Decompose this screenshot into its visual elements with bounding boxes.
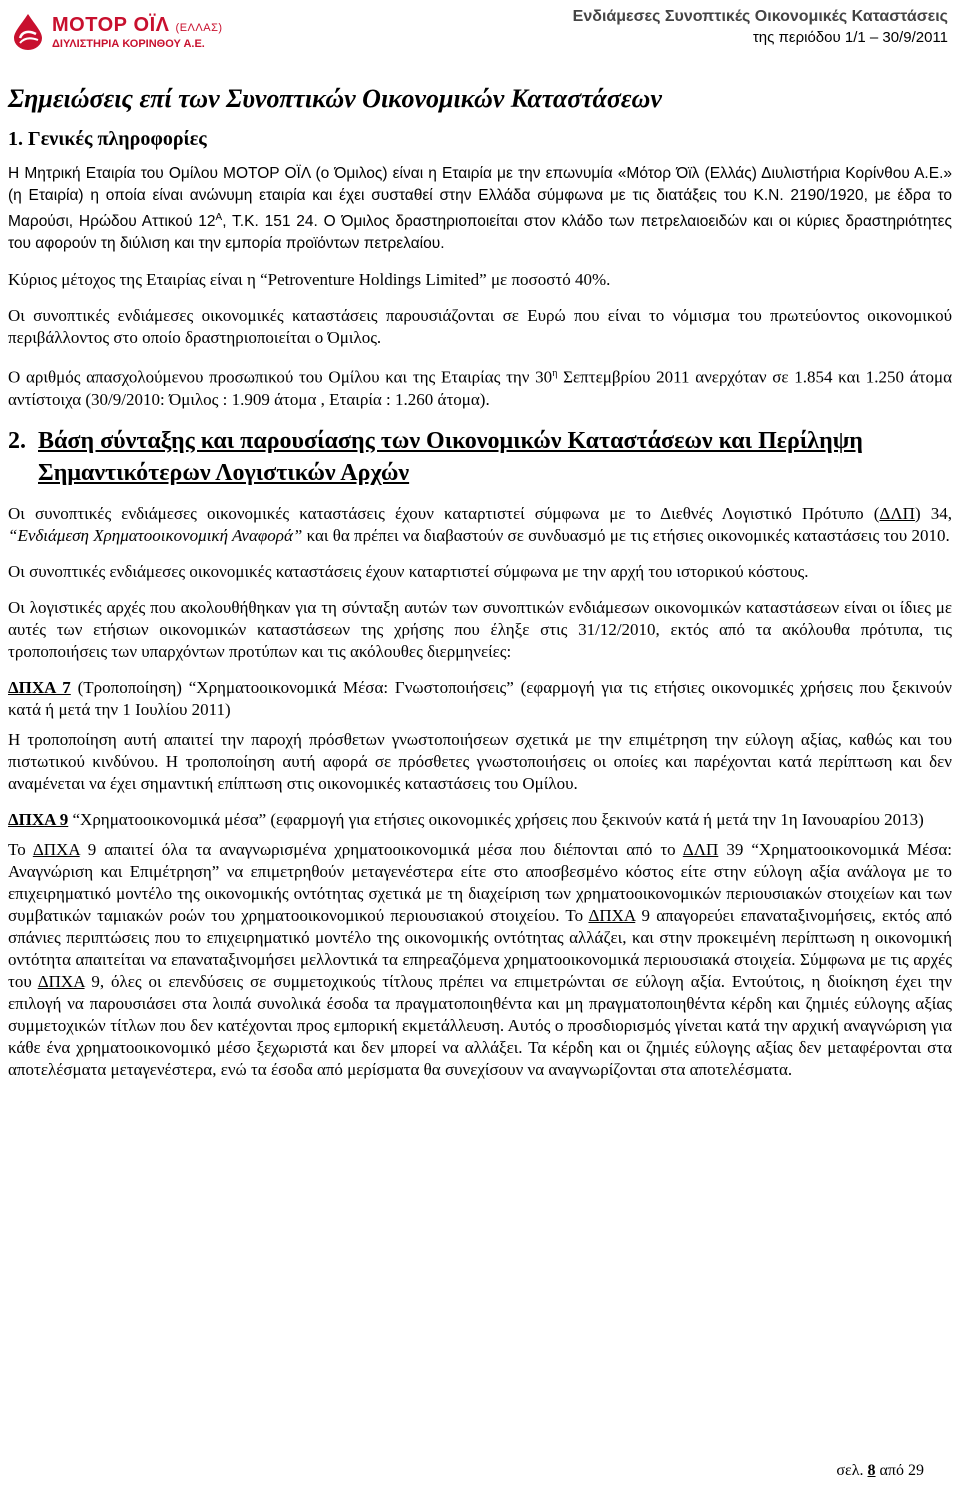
sec1-paragraph-4: Ο αριθμός απασχολούμενου προσωπικού του Ομίλου και της Εταιρίας την $30^\eta$ Σεπτεμβρίου 2011 ανερχόταν σε 1.854 και 1.250 άτομα αντίστοιχα (30/9/2010: Όμιλος : 1.909 άτομα , Εταιρία : 1.260 άτομα). (8, 367, 952, 409)
page-prefix: σελ. (836, 1462, 864, 1479)
document-body (8, 84, 952, 1095)
section-1-heading: 1. Γενικές πληροφορίες (8, 128, 207, 150)
header-title-block (573, 8, 948, 46)
sec1-paragraph-2: Κύριος μέτοχος της Εταιρίας είναι η “Petroventure Holdings Limited” με ποσοστό 40%. (8, 270, 611, 290)
header-title: Ενδιάμεσες Συνοπτικές Οικονομικές Καταστάσεις (572, 8, 948, 25)
logo-brand: ΜΟΤΟΡ ΟΪΛ (ΕΛΛΑΣ) (52, 14, 223, 36)
company-logo (8, 6, 223, 54)
drop-logo-icon (8, 12, 48, 52)
page-header (0, 0, 960, 72)
notes-title: Σημειώσεις επί των Συνοπτικών Οικονομικών Καταστάσεων (8, 84, 662, 113)
sec1-paragraph-1: Η Μητρική Εταιρία του Ομίλου ΜΟΤΟΡ ΟΪΛ (ο Όμιλος) είναι η Εταιρία με την επωνυμία «Μότορ Όϊλ (Ελλάς) Διυλιστήρια Κορίνθου Α.Ε.» (η Εταιρία) η οποία είναι ανώνυμη εταιρία και έχει συσταθεί στην Ελλάδα σύμφωνα με τις διατάξεις του Κ.Ν. 2190/1920, με έδρα το Μαρούσι, Ηρώδου Αττικού $12^A$, Τ.Κ. 151 24. Ο Όμιλος δραστηριοποιείται στον κλάδο των πετρελαιοειδών και οι κύριες δραστηριότητες του αφορούν τη διύλιση και την εμπορία προϊόντων πετρελαίου. (8, 165, 952, 253)
ifrs7-description: Η τροποποίηση αυτή απαιτεί την παροχή πρόσθετων γνωστοποιήσεων σχετικά με την επιμέτρηση την εύλογη αξίας, καθώς και του πιστωτικού κινδύνου. Η τροποποίηση αυτή αφορά σε πρόσθετες γνωστοποιήσεις οι οποίες και παρέχονται κατά περίπτωση και δεν αναμένεται να έχει σημαντική επίπτωση στις οικονομικές καταστάσεις του Ομίλου. (8, 729, 952, 793)
sec2-paragraph-2: Οι συνοπτικές ενδιάμεσες οικονομικές καταστάσεις έχουν καταρτιστεί σύμφωνα με την αρχή του ιστορικού κόστους. (8, 561, 809, 581)
section-2-heading: 2. Βάση σύνταξης και παρουσίασης των Οικονομικών Καταστάσεων και Περίληψη Σημαντικότερων Λογιστικών Αρχών (8, 427, 863, 486)
sec2-paragraph-3: Οι λογιστικές αρχές που ακολουθήθηκαν για τη σύνταξη αυτών των συνοπτικών ενδιάμεσων οικονομικών καταστάσεων είναι οι ίδιες με αυτές των ετήσιων οικονομικών καταστάσεων της χρήσης που έληξε στις 31/12/2010, εκτός από τα ακόλουθα πρότυπα, τις τροποποιήσεις των υπαρχόντων προτύπων και τις ακόλουθες διερμηνείες: (8, 597, 952, 661)
ifrs7-heading: ΔΠΧΑ 7 (Τροποποίηση) “Χρηματοοικονομικά Μέσα: Γνωστοποιήσεις” (εφαρμογή για τις ετήσιες οικονομικές χρήσεις που ξεκινούν κατά ή μετά την 1 Ιουλίου 2011) (8, 677, 952, 719)
sec2-paragraph-1: Οι συνοπτικές ενδιάμεσες οικονομικές καταστάσεις έχουν καταρτιστεί σύμφωνα με το Διεθνές Λογιστικό Πρότυπο (ΔΛΠ) 34, “Ενδιάμεση Χρηματοοικονομική Αναφορά” και θα πρέπει να διαβαστούν σε συνδυασμό με τις ετήσιες οικονομικές καταστάσεις του 2010. (8, 503, 952, 545)
ifrs9-description: Το ΔΠΧΑ 9 απαιτεί όλα τα αναγνωρισμένα χρηματοοικονομικά μέσα που διέπονται από το ΔΛΠ 39 “Χρηματοοικονομικά Μέσα: Αναγνώριση και Επιμέτρηση” να επιμετρηθούν μεταγενέστερα είτε στο αποσβεσμένο κόστος είτε στην εύλογη αξία ανάλογα με το επιχειρηματικό μοντέλο της οικονομικής οντότητας σχετικά με τη διαχείριση των χρηματοοικονομικών περιουσιακών στοιχείων και των συμβατικών ταμιακών ροών του χρηματοοικονομικού περιουσιακού στοιχείου. Το ΔΠΧΑ 9 απαγορεύει επαναταξινομήσεις, εκτός από σπάνιες περιπτώσεις που το επιχειρηματικό μοντέλο της οικονομικής οντότητας αλλάζει, και στην προκειμένη περίπτωση η οικονομική οντότητα απαιτείται να επαναταξινομήσει μελλοντικά τα επηρεαζόμενα χρηματοοικονομικά περιουσιακά στοιχεία. Σύμφωνα με τις αρχές του ΔΠΧΑ 9, όλες οι επενδύσεις σε συμμετοχικούς τίτλους πρέπει να επιμετρώνται σε εύλογη αξία. Εντούτοις, η διοίκηση έχει την επιλογή να παρουσιάσει στα λοιπά συνολικά έσοδα τα πραγματοποιηθέντα και μη πραγματοποιηθέντα κέρδη και ζημιές εύλογης αξίας συμμετοχικών τίτλων που δεν κατέχονται προς εμπορική εκμετάλλευση. Αυτός ο προσδιορισμός γίνεται κατά την αρχική αναγνώριση για κάθε ένα χρηματοοικονομικό μέσο ξεχωριστά και δεν μπορεί να αλλάξει. Τα κέρδη και οι ζημιές εύλογης αξίας δεν μεταφέρονται στα αποτελέσματα μεταγενέστερα, ενώ τα έσοδα από μερίσματα θα συνεχίσουν να αναγνωρίζονται στα αποτελέσματα. (8, 839, 952, 1079)
page-total: από 29 (879, 1462, 924, 1479)
header-period: της περιόδου 1/1 – 30/9/2011 (752, 29, 948, 46)
logo-subtitle: ΔΙΥΛΙΣΤΗΡΙΑ ΚΟΡΙΝΘΟΥ Α.Ε. (52, 38, 205, 50)
page-footer (836, 1462, 924, 1480)
page-number: 8 (867, 1462, 876, 1479)
ifrs9-heading: ΔΠΧΑ 9 “Χρηματοοικονομικά μέσα” (εφαρμογή για ετήσιες οικονομικές χρήσεις που ξεκινούν κατά ή μετά την 1η Ιανουαρίου 2013) (8, 809, 924, 829)
sec1-paragraph-3: Οι συνοπτικές ενδιάμεσες οικονομικές καταστάσεις παρουσιάζονται σε Ευρώ που είναι το νόμισμα του πρωτεύοντος οικονομικού περιβάλλοντος στο οποίο δραστηριοποιείται ο Όμιλος. (8, 306, 952, 348)
